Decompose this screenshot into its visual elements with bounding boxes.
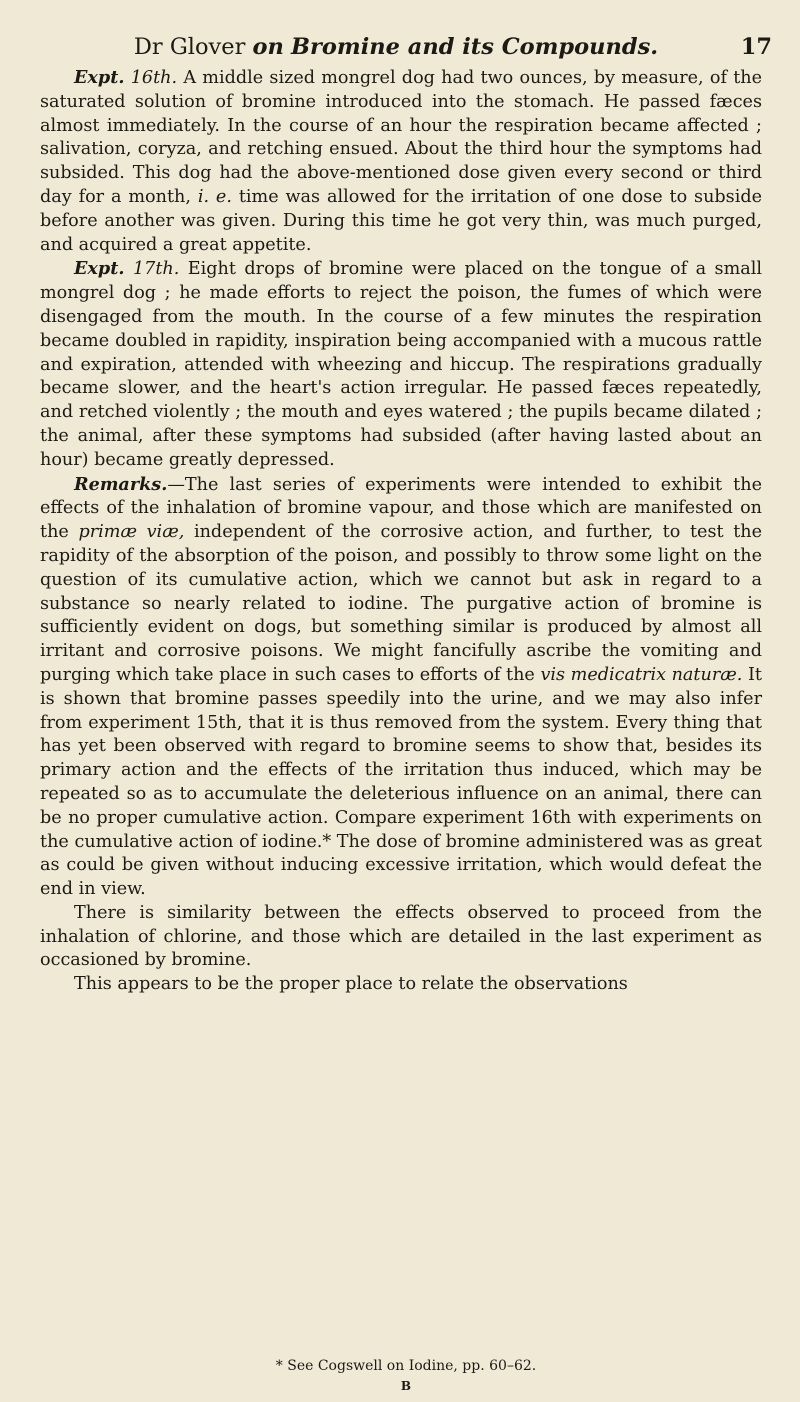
footnote: * See Cogswell on Iodine, pp. 60–62. [275,1358,537,1374]
paragraph-text: Eight drops of bromine were placed on the tongue of a small mongrel dog ; he made efforts to reject the poison, the fumes of which were disengaged from the mouth. In the course of a few minutes the respiration became doubled in rapidity, inspiration being accompanied with a mucous rattle and expiration, attended with wheezing and hiccup. The respirations gradually became slower, and the heart's action irregular. He passed fæces repeatedly, and retched violently ; the mouth and eyes watered ; the pupils became dilated ; the animal, after these symptoms had subsided (after having lasted about an hour) became greatly depressed. [40,259,762,470]
paragraph-expt-16 [40,66,762,257]
paragraph-text: There is similarity between the effects observed to proceed from the inhalation of chlorine, and those which are detailed in the last experiment as occasioned by bromine. [40,902,762,971]
remarks-label: Remarks. [74,473,168,495]
paragraph-similarity [40,902,762,973]
experiment-number: 17th. [132,259,180,280]
experiment-number: 16th. [130,68,178,88]
signature-mark: B [400,1379,412,1393]
running-header [40,30,772,64]
paragraph-text: A middle sized mongrel dog had two ounces, by measure, of the saturated solution of bromine introduced into the stomach. He passed fæces almost immediately. In the course of an hour the respiration became affected ; salivation, coryza, and retching ensued. About the third hour the symptoms had subsided. This dog had the above-mentioned dose given every second or third day for a month, [40,68,763,207]
latin-phrase: primæ viæ, [78,522,185,543]
ie-abbreviation: i. e. [197,186,232,207]
paragraph-text-b: independent of the corrosive action, and further, to test the rapidity of the absorption of the poison, and possibly to throw some light on the question of its cumulative action, which we cannot but ask in regard to a substance so nearly related to iodine. The purgative action of bromine is sufficiently evident on dogs, but something similar is produced by almost all irritant and corrosive poisons. We might fancifully ascribe the vomiting and purging which take place in such cases to efforts of the [40,522,763,685]
book-title: Bromine and its Compounds. [291,34,659,60]
experiment-label: Expt. [74,67,125,88]
paragraph-text: This appears to be the proper place to relate the observations [74,974,628,995]
experiment-label: Expt. [74,258,125,280]
paragraph-text-end: time was allowed for the irritation of one dose to subside before another was given. During this time he got very thin, was much purged, and acquired a great appetite. [40,186,763,255]
page-number: 17 [740,34,772,60]
paragraph-remarks [40,473,762,902]
running-title [40,30,772,64]
paragraph-expt-17 [40,257,762,472]
author-name: Dr Glover [133,34,246,60]
paragraph-observations [40,973,762,997]
paragraph-text-c: It is shown that bromine passes speedily into the urine, and we may also infer from experiment 15th, that it is thus removed from the system. Every thing that has yet been observed with regard to bromine seems to show that, besides its primary action and the effects of the irritation thus induced, which may be repeated so as to accumulate the deleterious influence on an animal, there can be no proper cumulative action. Compare experiment 16th with experiments on the cumulative action of iodine.* The dose of bromine administered was as great as could be given without inducing excessive irritation, which would defeat the end in view. [40,664,763,900]
paragraph-text: —The last series of experiments were intended to exhibit the effects of the inhalation of bromine vapour, and those which are manifested on the [40,474,762,543]
latin-phrase-2: vis medicatrix naturæ. [540,664,743,685]
body-text [40,66,762,997]
title-connector: on [252,34,284,60]
